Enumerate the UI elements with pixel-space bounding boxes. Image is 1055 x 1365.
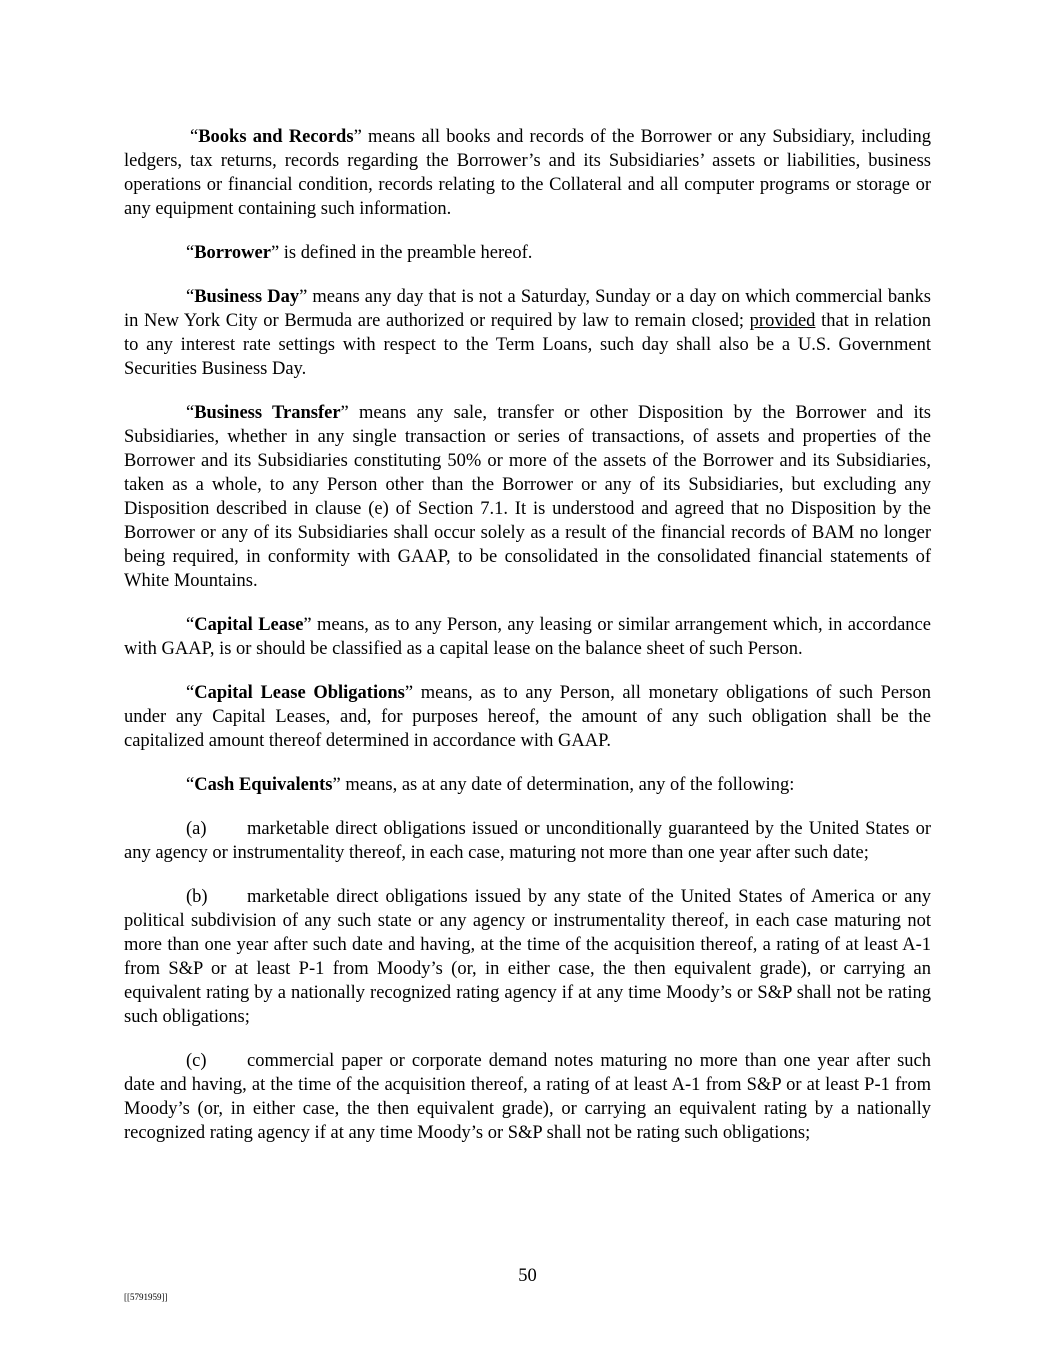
defined-term: Capital Lease (194, 615, 304, 635)
page-number: 50 (518, 1266, 537, 1286)
definition-text: ” means any sale, transfer or other Disposition by the Borrower and its Subsidiaries, whether in any single transaction or series of transactions, of assets and properties of the Borrower and its Subsidiaries constituting 50% or more of the assets of the Borrower and its Subsidiaries, taken as a whole, to any Person other than the Borrower or any of its Subsidiaries, but excluding any Disposition described in clause (e) of Section 7.1. It is understood and agreed that no Disposition by the Borrower or any of its Subsidiaries shall occur solely as a result of the financial records of BAM no longer being required, in conformity with GAAP, to be consolidated in the consolidated financial statements of White Mountains. (124, 403, 931, 591)
document-id: [[5791959]] (124, 1292, 168, 1302)
definition-capital-lease-obligations (124, 681, 931, 753)
open-quote: “ (190, 127, 199, 147)
clause-label: (b) (186, 887, 208, 907)
definition-text: ” means, as at any date of determination, any of the following: (332, 775, 795, 795)
definition-text: ” means all books and records of the Borrower or any Subsidiary, including ledgers, tax returns, records regarding the Borrower’s and its Subsidiaries’ assets or liabilities, business operations or financial condition, records relating to the Collateral and all computer programs or storage or any equipment containing such information. (124, 127, 932, 219)
clause-label: (c) (186, 1051, 207, 1071)
definition-borrower (124, 241, 931, 265)
open-quote: “ (186, 243, 195, 263)
open-quote: “ (186, 683, 195, 703)
clause-label: (a) (186, 819, 207, 839)
page-body (124, 125, 931, 1165)
open-quote: “ (186, 403, 195, 423)
open-quote: “ (186, 775, 195, 795)
definition-books-and-records (124, 125, 931, 221)
clause-text: marketable direct obligations issued or unconditionally guaranteed by the United States or any agency or instrumentality thereof, in each case, maturing not more than one year after such date; (124, 819, 931, 863)
defined-term: Business Day (194, 287, 300, 307)
open-quote: “ (186, 615, 195, 635)
definition-business-transfer (124, 401, 931, 593)
definition-text: ” means any day that is not a Saturday, Sunday or a day on which commercial banks in New York City or Bermuda are authorized or required by law to remain closed; (124, 287, 931, 331)
clause-a (124, 817, 931, 865)
defined-term: Cash Equivalents (194, 775, 333, 795)
clause-c (124, 1049, 931, 1145)
clause-b (124, 885, 931, 1029)
definition-text: ” is defined in the preamble hereof. (270, 243, 533, 263)
definition-text-continued: that in relation to any interest rate settings with respect to the Term Loans, such day shall also be a U.S. Government Securities Business Day. (124, 311, 931, 379)
underlined-proviso: provided (749, 311, 816, 331)
clause-text: commercial paper or corporate demand notes maturing no more than one year after such date and having, at the time of the acquisition thereof, a rating of at least A-1 from S&P or at least P-1 from Moody’s (or, in either case, the then equivalent grade), or carrying an equivalent rating by a nationally recognized rating agency if at any time Moody’s or S&P shall not be rating such obligations; (124, 1051, 931, 1143)
clause-text: marketable direct obligations issued by any state of the United States of America or any political subdivision of any such state or any agency or instrumentality thereof, in each case maturing not more than one year after such date and having, at the time of the acquisition thereof, a rating of at least A-1 from S&P or at least P-1 from Moody’s (or, in either case, the then equivalent grade), or carrying an equivalent rating by a nationally recognized rating agency if at any time Moody’s or S&P shall not be rating such obligations; (124, 887, 931, 1027)
defined-term: Capital Lease Obligations (194, 683, 405, 703)
open-quote: “ (186, 287, 195, 307)
definition-business-day (124, 285, 931, 381)
defined-term: Books and Records (198, 127, 354, 147)
definition-capital-lease (124, 613, 931, 661)
definition-text: ” means, as to any Person, all monetary obligations of such Person under any Capital Leases, and, for purposes hereof, the amount of any such obligation shall be the capitalized amount thereof determined in accordance with GAAP. (124, 683, 931, 751)
defined-term: Borrower (194, 243, 271, 263)
definition-text: ” means, as to any Person, any leasing or similar arrangement which, in accordance with GAAP, is or should be classified as a capital lease on the balance sheet of such Person. (124, 615, 931, 659)
defined-term: Business Transfer (194, 403, 341, 423)
definition-cash-equivalents (124, 773, 931, 797)
